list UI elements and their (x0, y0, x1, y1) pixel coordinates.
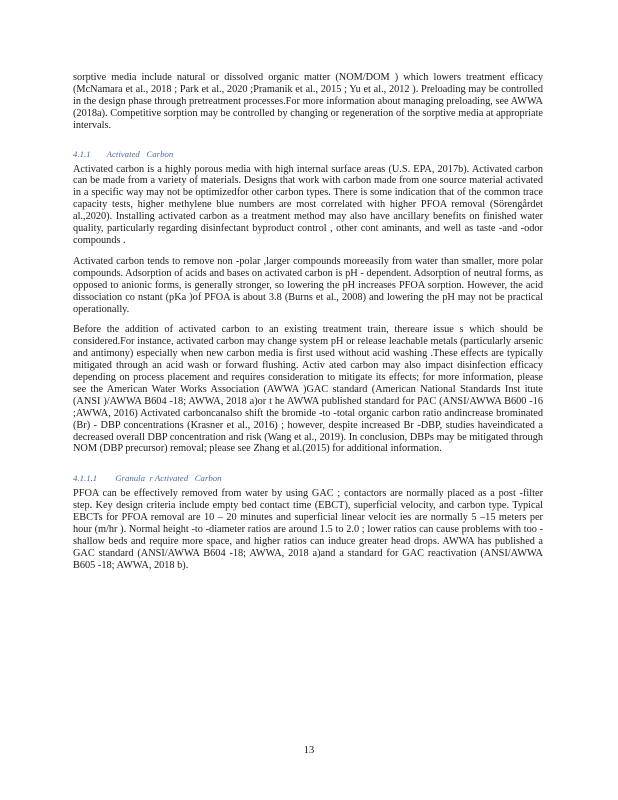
page-number: 13 (303, 745, 315, 756)
section-heading (73, 149, 543, 160)
section-paragraph-2: Activated carbon tends to remove non -polar ,larger compounds moreeasily from water than smaller, more polar compounds. Adsorption of acids and bases on activated carbon is pH - dependent. Adsorption of neutral forms, as opposed to anionic forms, is generally stronger, so lowering the pH increases PFOA sorption. However, the acid dissociation co nstant (pKa )of PFOA is about 3.8 (Burns et al., 2008) and lowering the pH may not be practical operationally. (73, 255, 543, 315)
section-paragraph-3: Before the addition of activated carbon to an existing treatment train, thereare issue s which should be considered.For instance, activated carbon may change system pH or release leachable metals (particularly arsenic and antimony) especially when new carbon media is first used without acid washing .These effects are typically mitigated through an acid wash or forward flushing. Activ ated carbon may also impact disinfection efficacy depending on process placement and requires consideration to mitigate its effects; for more information, please see the American Water Works Association (AWWA )GAC standard (American National Standards Inst itute (ANSI )/AWWA B604 -18; AWWA, 2018 a)or t he AWWA published standard for PAC (ANSI/AWWA B600 -16 ;AWWA, 2016) Activated carboncanalso shift the bromide -to -total organic carbon ratio andincrease brominated (Br) - DBP concentrations (Krasner et al., 2016) ; however, despite increased Br -DBP, studies haveindicated a decreased overall DBP concentration and risk (Wang et al., 2019). In conclusion, DBPs may be mitigated through NOM (DBP precursor) removal; please see Zhang et al.(2015) for additional information. (73, 324, 543, 455)
intro-paragraph: sorptive media include natural or dissolved organic matter (NOM/DOM ) which lowers treatment efficacy (McNamara et al., 2018 ; Park et al., 2020 ;Pramanik et al., 2015 ; Yu et al., 2012 ). Preloading may be controlled in the design phase through pretreatment processes.For more information about managing preloading, see AWWA (2018a). Competitive sorption may be controlled by changing or regeneration of the sorptive media at appropriate intervals. (73, 72, 543, 131)
page-content (73, 72, 543, 572)
section-number: 4.1.1 (73, 148, 91, 159)
section-paragraph-1: Activated carbon is a highly porous media with high internal surface areas (U.S. EPA, 2017b). Activated carbon can be made from a variety of materials. Designs that work with carbon made from one source material activated in a specific way may not be optimizedfor other carbon types. There is some indication that of the common trace capacity tests, higher methylene blue numbers are most correlated with higher PFOA removal (Sörengårdet al.,2020). Installing activated carbon as a treatment method may also have ancillary benefits on finished water quality, particularly regarding disinfectant byproduct control , other cont aminants, and well as taste -and -odor compounds . (73, 163, 543, 246)
subsection-paragraph-1: PFOA can be effectively removed from water by using GAC ; contactors are normally placed as a post -filter step. Key design criteria include empty bed contact time (EBCT), superficial velocity, and carbon type. Typical EBCTs for PFOA removal are 10 – 20 minutes and superficial linear velocit ies are normally 5 –15 meters per hour (m/hr ). Normal height -to -diameter ratios are around 1.5 to 2.0 ; lower ratios can cause problems with too - shallow beds and require more space, and higher ratios can induce greater head drops. AWWA has published a GAC standard (ANSI/AWWA B604 -18; AWWA, 2018 a)and a standard for GAC reactivation (ANSI/AWWA B605 -18; AWWA, 2018 b). (73, 488, 543, 571)
subsection-title: Granula r Activated Carbon (115, 473, 222, 484)
subsection-heading (73, 473, 543, 484)
subsection-number: 4.1.1.1 (73, 473, 98, 484)
section-title: Activated Carbon (106, 148, 174, 159)
